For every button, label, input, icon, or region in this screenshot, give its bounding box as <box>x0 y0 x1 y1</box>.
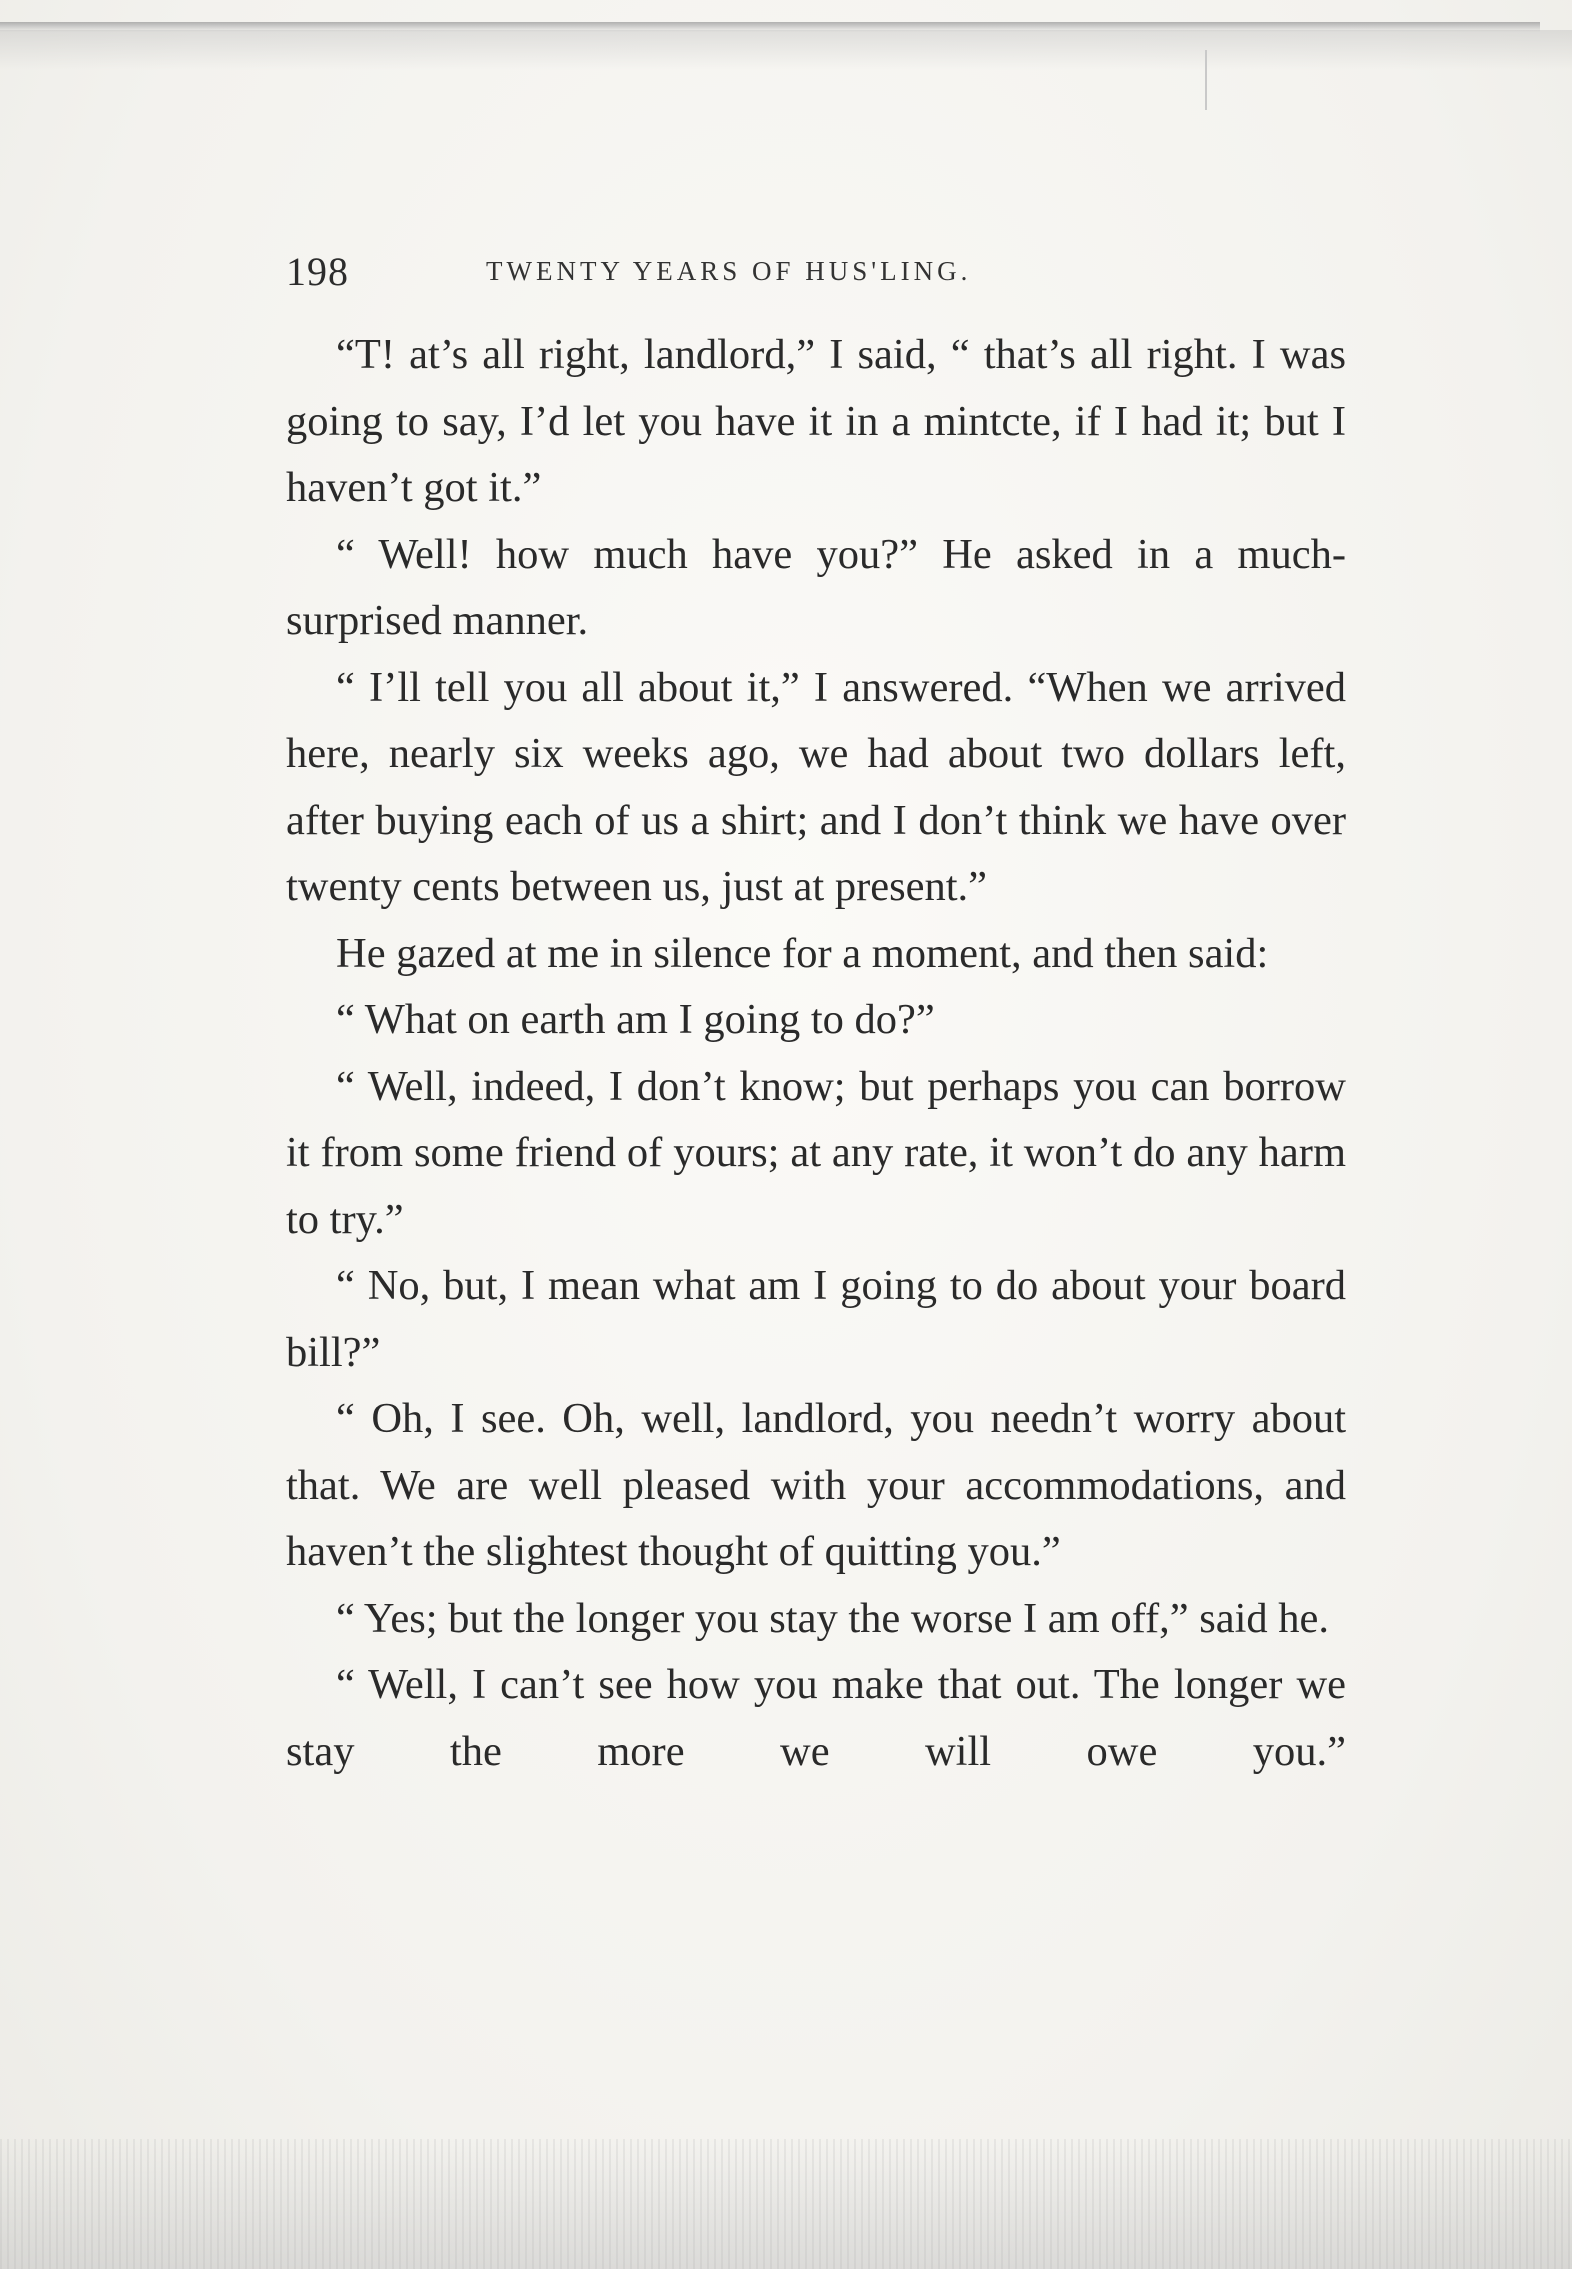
page-number: 198 <box>286 249 349 294</box>
page-bottom-scan-noise <box>0 2139 1572 2269</box>
paragraph: “ Oh, I see. Oh, well, landlord, you needn’t worry about that. We are well pleased with your accommodations, and haven’t the slightest thought of quitting you.” <box>286 1395 1346 1575</box>
body-text <box>286 322 1346 1785</box>
paragraph: “ Yes; but the longer you stay the worse I am off,” said he. <box>336 1594 1330 1642</box>
page-top-fade <box>0 30 1572 70</box>
running-title: TWENTY YEARS OF HUS'LING. <box>486 256 972 286</box>
paragraph: “ What on earth am I going to do?” <box>336 996 935 1043</box>
paragraph: “ Well, I can’t see how you make that out. The longer we stay the more we will owe you.” <box>286 1661 1346 1775</box>
paragraph: “T! at’s all right, landlord,” I said, “ that’s all right. I was going to say, I’d let you have it in a mintcte, if I had it; but I haven’t got it.” <box>286 331 1346 511</box>
page-header <box>286 248 1346 308</box>
paragraph: “ Well, indeed, I don’t know; but perhaps you can borrow it from some friend of yours; at any rate, it won’t do any harm to try.” <box>286 1062 1346 1243</box>
paragraph: “ No, but, I mean what am I going to do about your board bill?” <box>286 1262 1346 1376</box>
paragraph: “ Well! how much have you?” He asked in a much-surprised manner. <box>286 530 1346 644</box>
paragraph: He gazed at me in silence for a moment, and then said: <box>336 929 1269 977</box>
scan-artifact-mark <box>1205 50 1207 110</box>
paragraph: “ I’ll tell you all about it,” I answered. “When we arrived here, nearly six weeks ago, we had about two dollars left, after buying each of us a shirt; and I don’t think we have over twenty cents between us, just at present.” <box>286 663 1346 910</box>
